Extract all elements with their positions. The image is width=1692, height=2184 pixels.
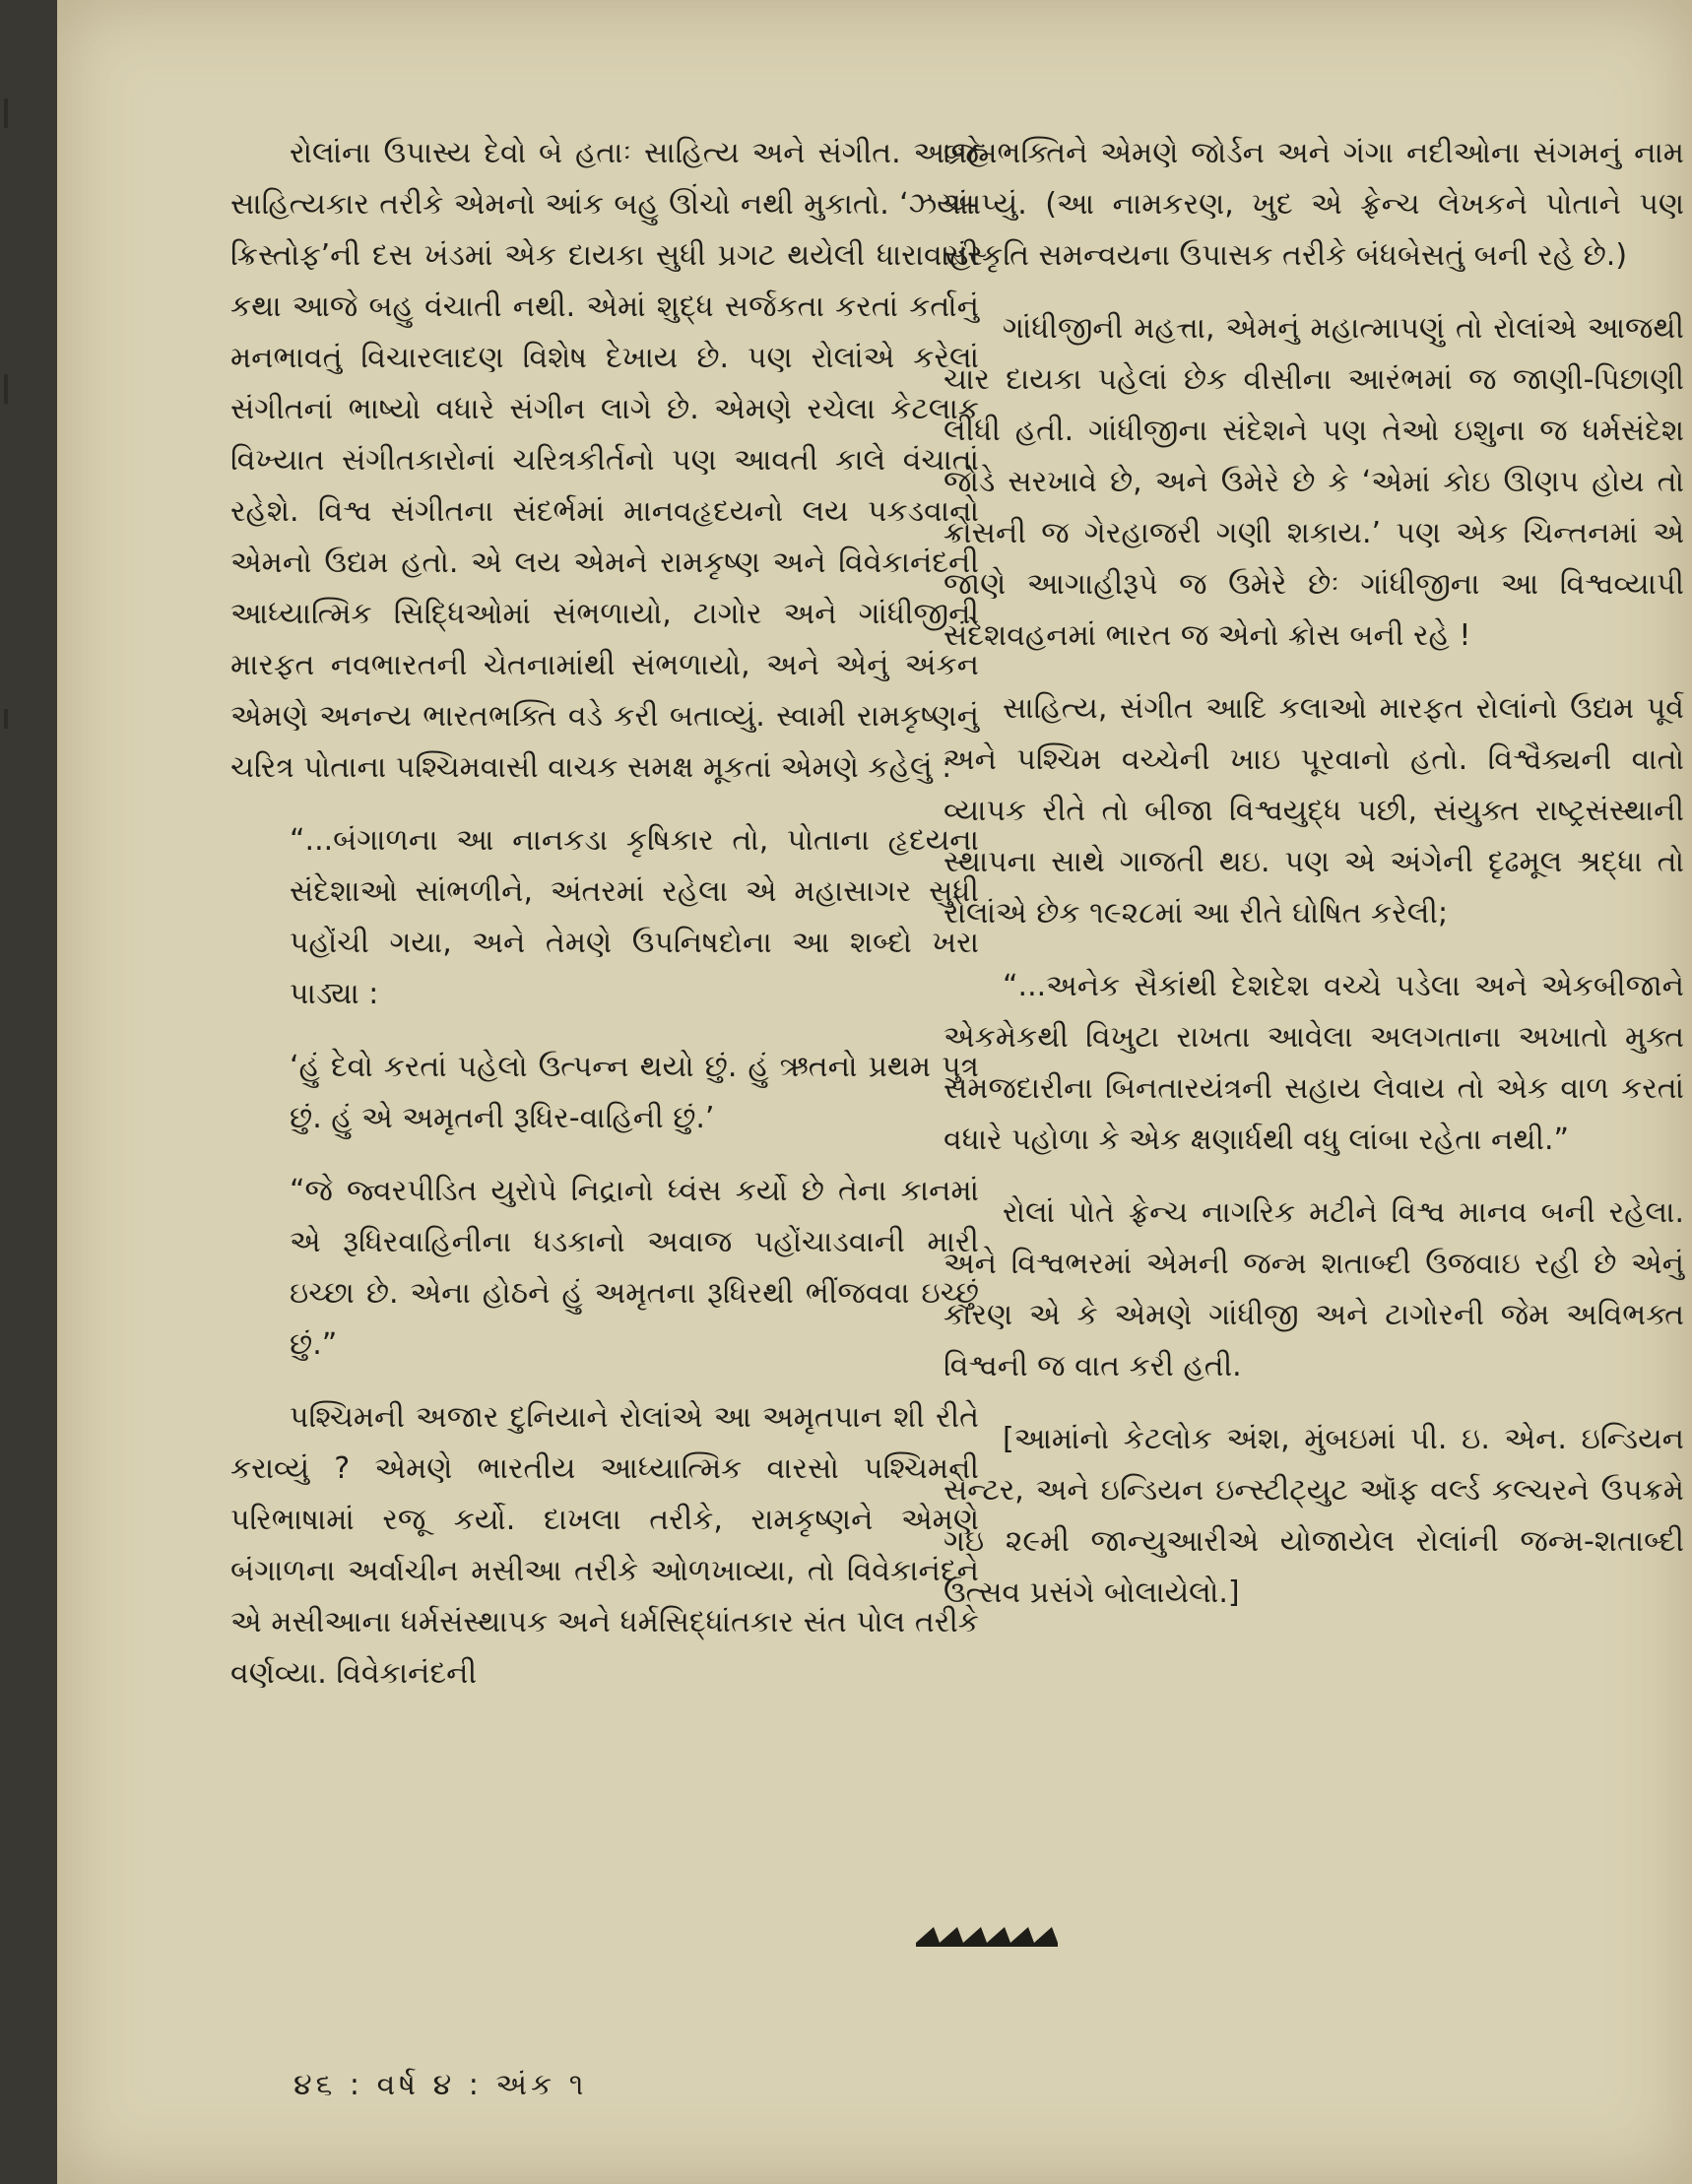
page-footer: ૪૬ : વર્ષ ૪ : અંક ૧ bbox=[293, 2068, 588, 2102]
binding-mark bbox=[4, 709, 8, 729]
paragraph: પશ્ચિમની અજાર દુનિયાને રોલાંએ આ અમૃતપાન શી રીતે કરાવ્યું ? એમણે ભારતીય આધ્યાત્મિક વારસો પશ્ચિમની પરિભાષામાં રજૂ કર્યો. દાખલા તરીકે, રામકૃષ્ણને એમણે બંગાળના અર્વાચીન મસીઆ તરીકે ઓળખાવ્યા, તો વિવેકાનંદને એ મસીઆના ધર્મસંસ્થાપક અને ધર્મસિદ્ધાંતકાર સંત પોલ તરીકે વર્ણવ્યા. વિવેકાનંદની bbox=[230, 1400, 979, 1691]
paragraph: રોલાંના ઉપાસ્ય દેવો બે હતાઃ સાહિત્ય અને સંગીત. આજે સાહિત્યકાર તરીકે એમનો આંક બહુ ઊંચો નથી મુકાતો. ‘ઝયાં-ક્રિસ્તોફ’ની દસ ખંડમાં એક દાયકા સુધી પ્રગટ થયેલી ધારાવાહી કથા આજે બહુ વંચાતી નથી. એમાં શુદ્ધ સર્જકતા કરતાં કર્તાનું મનભાવતું વિચારલાદણ વિશેષ દેખાય છે. પણ રોલાંએ કરેલાં સંગીતનાં ભાષ્યો વધારે સંગીન લાગે છે. એમણે રચેલા કેટલાક વિખ્યાત સંગીતકારોનાં ચરિત્રકીર્તનો પણ આવતી કાલે વંચાતાં રહેશે. વિશ્વ સંગીતના સંદર્ભમાં માનવહૃદયનો લય પકડવાનો એમનો ઉદ્યમ હતો. એ લય એમને રામકૃષ્ણ અને વિવેકાનંદની આધ્યાત્મિક સિદ્ધિઓમાં સંભળાયો, ટાગોર અને ગાંધીજીની મારફત નવભારતની ચેતનામાંથી સંભળાયો, અને એનું અંકન એમણે અનન્ય ભારતભક્તિ વડે કરી બતાવ્યું. સ્વામી રામકૃષ્ણનું ચરિત્ર પોતાના પશ્ચિમવાસી વાચક સમક્ષ મૂકતાં એમણે કહેલું : bbox=[230, 136, 979, 785]
paragraph: બ્રહ્મભક્તિને એમણે જોર્ડન અને ગંગા નદીઓના સંગમનું નામ આપ્યું. (આ નામકરણ, ખુદ એ ફ્રેન્ચ લેખકને પોતાને પણ સંસ્કૃતિ સમન્વયના ઉપાસક તરીકે બંધબેસતું બની રહે છે.) bbox=[944, 136, 1684, 273]
paragraph: રોલાં પોતે ફ્રેન્ચ નાગરિક મટીને વિશ્વ માનવ બની રહેલા. અને વિશ્વભરમાં એમની જન્મ શતાબ્દી ઉજવાઇ રહી છે એનું કારણ એ કે એમણે ગાંધીજી અને ટાગોરની જેમ અવિભક્ત વિશ્વની જ વાત કરી હતી. bbox=[944, 1195, 1684, 1383]
paragraph: ગાંધીજીની મહત્તા, એમનું મહાત્માપણું તો રોલાંએ આજથી ચાર દાયકા પહેલાં છેક વીસીના આરંભમાં જ જાણી-પિછાણી લીધી હતી. ગાંધીજીના સંદેશને પણ તેઓ ઇશુના જ ધર્મસંદેશ જોડે સરખાવે છે, અને ઉમેરે છે કે ‘એમાં કોઇ ઊણપ હોય તો ક્રોસની જ ગેરહાજરી ગણી શકાય.’ પણ એક ચિન્તનમાં એ જાણે આગાહીરૂપે જ ઉમેરે છેઃ ગાંધીજીના આ વિશ્વવ્યાપી સંદેશવહનમાં ભારત જ એનો ક્રોસ બની રહે ! bbox=[944, 311, 1684, 653]
magazine-page bbox=[57, 0, 1692, 2184]
block-quote: “જે જ્વરપીડિત યુરોપે નિદ્રાનો ધ્વંસ કર્યો છે તેના કાનમાં એ રૂધિરવાહિનીના ધડકાનો અવાજ પહોંચાડવાની મારી ઇચ્છા છે. એના હોઠને હું અમૃતના રૂધિરથી ભીંજવવા ઇચ્છું છું.” bbox=[290, 1174, 979, 1362]
block-quote: “...બંગાળના આ નાનકડા કૃષિકાર તો, પોતાના હૃદયના સંદેશાઓ સાંભળીને, અંતરમાં રહેલા એ મહાસાગર સુધી પહોંચી ગયા, અને તેમણે ઉપનિષદોના આ શબ્દો ખરા પાડ્યા : bbox=[290, 823, 979, 1011]
block-quote-inner: ‘હું દેવો કરતાં પહેલો ઉત્પન્ન થયો છું. હું ઋતનો પ્રથમ પુત્ર છું. હું એ અમૃતની રૂધિર-વાહિની છું.’ bbox=[290, 1050, 979, 1135]
section-ornament bbox=[914, 1920, 1062, 1959]
paragraph: સાહિત્ય, સંગીત આદિ કલાઓ મારફત રોલાંનો ઉદ્યમ પૂર્વ અને પશ્ચિમ વચ્ચેની ખાઇ પૂરવાનો હતો. વિશ્વૈક્યની વાતો વ્યાપક રીતે તો બીજા વિશ્વયુદ્ધ પછી, સંયુક્ત રાષ્ટ્રસંસ્થાની સ્થાપના સાથે ગાજતી થઇ. પણ એ અંગેની દૃઢમૂલ શ્રદ્ધા તો રોલાંએ છેક ૧૯૨૮માં આ રીતે ઘોષિત કરેલી; bbox=[944, 691, 1684, 931]
block-quote: “...અનેક સૈકાંથી દેશદેશ વચ્ચે પડેલા અને એકબીજાને એકમેકથી વિખુટા રાખતા આવેલા અલગતાના અખાતો મુક્ત સમજદારીના બિનતારયંત્રની સહાય લેવાય તો એક વાળ કરતાં વધારે પહોળા કે એક ક્ષણાર્ધથી વધુ લાંબા રહેતા નથી.” bbox=[944, 969, 1684, 1157]
binding-mark bbox=[4, 374, 8, 404]
left-column bbox=[230, 128, 979, 1721]
source-note: [આમાંનો કેટલોક અંશ, મુંબઇમાં પી. ઇ. એન. ઇન્ડિયન સેન્ટર, અને ઇન્ડિયન ઇન્સ્ટીટ્યુટ ઑફ વર્લ્ડ કલ્ચરને ઉપક્રમે ગઇ ૨૯મી જાન્યુઆરીએ યોજાયેલ રોલાંની જન્મ-શતાબ્દી ઉત્સવ પ્રસંગે બોલાયેલો.] bbox=[944, 1422, 1684, 1610]
ornament-glyph bbox=[914, 1921, 1062, 1951]
right-column bbox=[944, 128, 1684, 1640]
binding-mark bbox=[4, 98, 8, 128]
